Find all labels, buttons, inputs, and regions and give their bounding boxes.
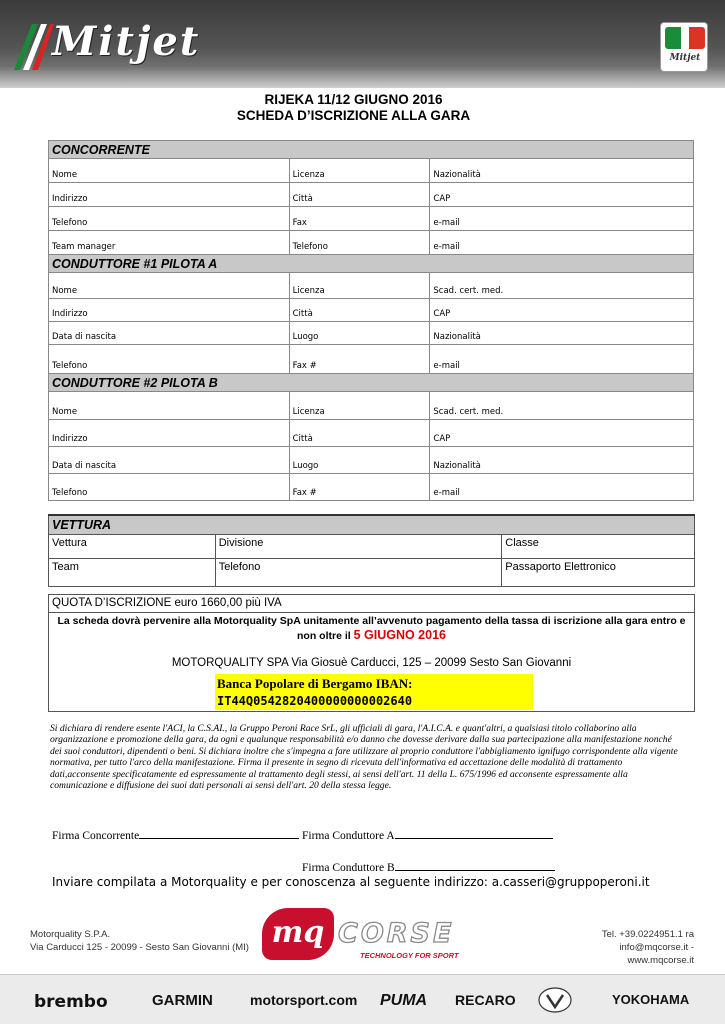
field-divisione[interactable]: Divisione xyxy=(215,535,502,559)
field-email[interactable]: e-mail xyxy=(430,207,694,231)
page-title: RIJEKA 11/12 GIUGNO 2016 xyxy=(264,92,443,107)
field-citta[interactable]: Città xyxy=(289,299,430,322)
field-indirizzo[interactable]: Indirizzo xyxy=(49,183,290,207)
field-vettura[interactable]: Vettura xyxy=(49,535,216,559)
signature-conduttore-a: Firma Conduttore A xyxy=(302,828,553,842)
table-row xyxy=(49,207,694,231)
field-luogo[interactable]: Luogo xyxy=(289,322,430,345)
brand-logo: Mitjet xyxy=(52,18,201,65)
field-nome[interactable]: Nome xyxy=(49,392,290,420)
sponsor-brembo: brembo xyxy=(34,992,108,1012)
mqcorse-logo: mq CORSE TECHNOLOGY FOR SPORT xyxy=(262,908,467,964)
table-row xyxy=(49,231,694,255)
iban-number: IT44Q0542820400000000002640 xyxy=(217,694,413,708)
table-row xyxy=(49,474,694,501)
field-nome[interactable]: Nome xyxy=(49,159,290,183)
field-nome[interactable]: Nome xyxy=(49,273,290,299)
vehicle-table xyxy=(48,514,695,587)
field-email[interactable]: e-mail xyxy=(430,231,694,255)
field-indirizzo[interactable]: Indirizzo xyxy=(49,299,290,322)
section-pilota-a: CONDUTTORE #1 PILOTA A xyxy=(49,255,694,273)
field-citta[interactable]: Città xyxy=(289,420,430,447)
field-telefono[interactable]: Telefono xyxy=(289,231,430,255)
table-row xyxy=(49,392,694,420)
field-fax[interactable]: Fax # xyxy=(289,345,430,374)
field-telefono[interactable]: Telefono xyxy=(49,345,290,374)
field-email[interactable]: e-mail xyxy=(430,474,694,501)
send-instruction: Inviare compilata a Motorquality e per conoscenza al seguente indirizzo: a.casseri@gruppoperoni.it xyxy=(52,875,650,889)
sponsor-shield-icon xyxy=(538,987,572,1013)
table-row xyxy=(49,322,694,345)
disclaimer-text: Si dichiara di rendere esente l'ACI, la C.S.AI., la Gruppo Peroni Race SrL, gli ufficiali di gara, l'A.I.C.A. e quant'altri, a qualsiasi titolo collaborino alla organizzazione e promozione della gara, da ogni e qualunque responsabilità e/o danno che dovesse derivare dalla sua partecipazione alla manifestazione nonché dei suoi conduttori, dipendenti o beni. Si dichiara inoltre che s'impegna a fare utilizzare al proprio conduttore l'abbigliamento ignifugo corrispondente alla vigente normativa, per tutto l'arco della manifestazione. Firma il presente in segno di ricevuta dell'informativa ed accettazione delle modalità di trattamento dati,acconsente specificatamente ed espressamente al trattamento degli stessi, ai sensi dell'art. 11 della L. 675/1996 ed acconsente espressamente alla comunicazione e diffusione dei suoi dati personali ai sensi dell'art. 20 della stessa legge. xyxy=(50,723,678,792)
field-cap[interactable]: CAP xyxy=(430,183,694,207)
payment-box xyxy=(48,594,695,712)
field-fax[interactable]: Fax # xyxy=(289,474,430,501)
section-pilota-b: CONDUTTORE #2 PILOTA B xyxy=(49,374,694,392)
table-row xyxy=(49,345,694,374)
page-header xyxy=(0,0,725,88)
field-scad-cert-med[interactable]: Scad. cert. med. xyxy=(430,392,694,420)
table-row xyxy=(49,420,694,447)
company-address: MOTORQUALITY SPA Via Giosuè Carducci, 125 – 20099 Sesto San Giovanni xyxy=(171,657,572,669)
field-scad-cert-med[interactable]: Scad. cert. med. xyxy=(430,273,694,299)
field-nazionalita[interactable]: Nazionalità xyxy=(430,322,694,345)
registration-form xyxy=(48,140,694,501)
section-vettura: VETTURA xyxy=(49,515,695,535)
bank-name: Banca Popolare di Bergamo IBAN: xyxy=(217,676,413,691)
field-team[interactable]: Team xyxy=(49,559,216,587)
signature-line[interactable] xyxy=(139,828,299,839)
signature-line[interactable] xyxy=(395,860,555,871)
field-telefono[interactable]: Telefono xyxy=(215,559,502,587)
field-licenza[interactable]: Licenza xyxy=(289,273,430,299)
field-licenza[interactable]: Licenza xyxy=(289,392,430,420)
signature-line[interactable] xyxy=(395,828,553,839)
field-indirizzo[interactable]: Indirizzo xyxy=(49,420,290,447)
notice-text: La scheda dovrà pervenire alla Motorquality SpA unitamente all’avvenuto pagamento della tassa di iscrizione alla gara entro e non oltre il 5 GIUGNO 2016 xyxy=(49,612,694,643)
footer-contacts: Tel. +39.0224951.1 ra info@mqcorse.it - www.mqcorse.it xyxy=(601,929,694,966)
bank-info xyxy=(215,674,533,710)
deadline-date: 5 GIUGNO 2016 xyxy=(353,628,446,642)
signature-conduttore-b: Firma Conduttore B xyxy=(302,860,555,874)
field-passaporto[interactable]: Passaporto Elettronico xyxy=(502,559,695,587)
field-telefono[interactable]: Telefono xyxy=(49,207,290,231)
field-fax[interactable]: Fax xyxy=(289,207,430,231)
field-data-nascita[interactable]: Data di nascita xyxy=(49,322,290,345)
table-row xyxy=(49,273,694,299)
table-row xyxy=(49,559,695,587)
sponsor-garmin: GARMIN xyxy=(152,992,213,1009)
page-subtitle: SCHEDA D’ISCRIZIONE ALLA GARA xyxy=(236,108,471,123)
field-classe[interactable]: Classe xyxy=(502,535,695,559)
sponsor-motorsport: motorsport.com xyxy=(250,992,358,1008)
table-row xyxy=(49,299,694,322)
signature-concorrente: Firma Concorrente xyxy=(52,828,299,842)
field-cap[interactable]: CAP xyxy=(430,420,694,447)
brand-badge: Mitjet xyxy=(660,22,708,72)
field-data-nascita[interactable]: Data di nascita xyxy=(49,447,290,474)
field-team-manager[interactable]: Team manager xyxy=(49,231,290,255)
field-telefono[interactable]: Telefono xyxy=(49,474,290,501)
table-row xyxy=(49,535,695,559)
field-luogo[interactable]: Luogo xyxy=(289,447,430,474)
sponsor-puma: PUMA xyxy=(380,992,428,1009)
sponsor-yokohama: YOKOHAMA xyxy=(612,992,690,1007)
sponsor-bar xyxy=(0,974,725,1024)
field-nazionalita[interactable]: Nazionalità xyxy=(430,159,694,183)
table-row xyxy=(49,183,694,207)
field-citta[interactable]: Città xyxy=(289,183,430,207)
field-licenza[interactable]: Licenza xyxy=(289,159,430,183)
sponsor-recaro: RECARO xyxy=(455,992,516,1008)
table-row xyxy=(49,159,694,183)
quota-text: QUOTA D’ISCRIZIONE euro 1660,00 più IVA xyxy=(52,597,282,609)
footer-company: Motorquality S.P.A. Via Carducci 125 - 20099 - Sesto San Giovanni (MI) xyxy=(30,929,249,953)
field-nazionalita[interactable]: Nazionalità xyxy=(430,447,694,474)
table-row xyxy=(49,447,694,474)
field-email[interactable]: e-mail xyxy=(430,345,694,374)
flag-icon xyxy=(665,27,705,49)
brand-stripes-icon xyxy=(14,24,54,70)
section-concorrente: CONCORRENTE xyxy=(49,141,694,159)
field-cap[interactable]: CAP xyxy=(430,299,694,322)
